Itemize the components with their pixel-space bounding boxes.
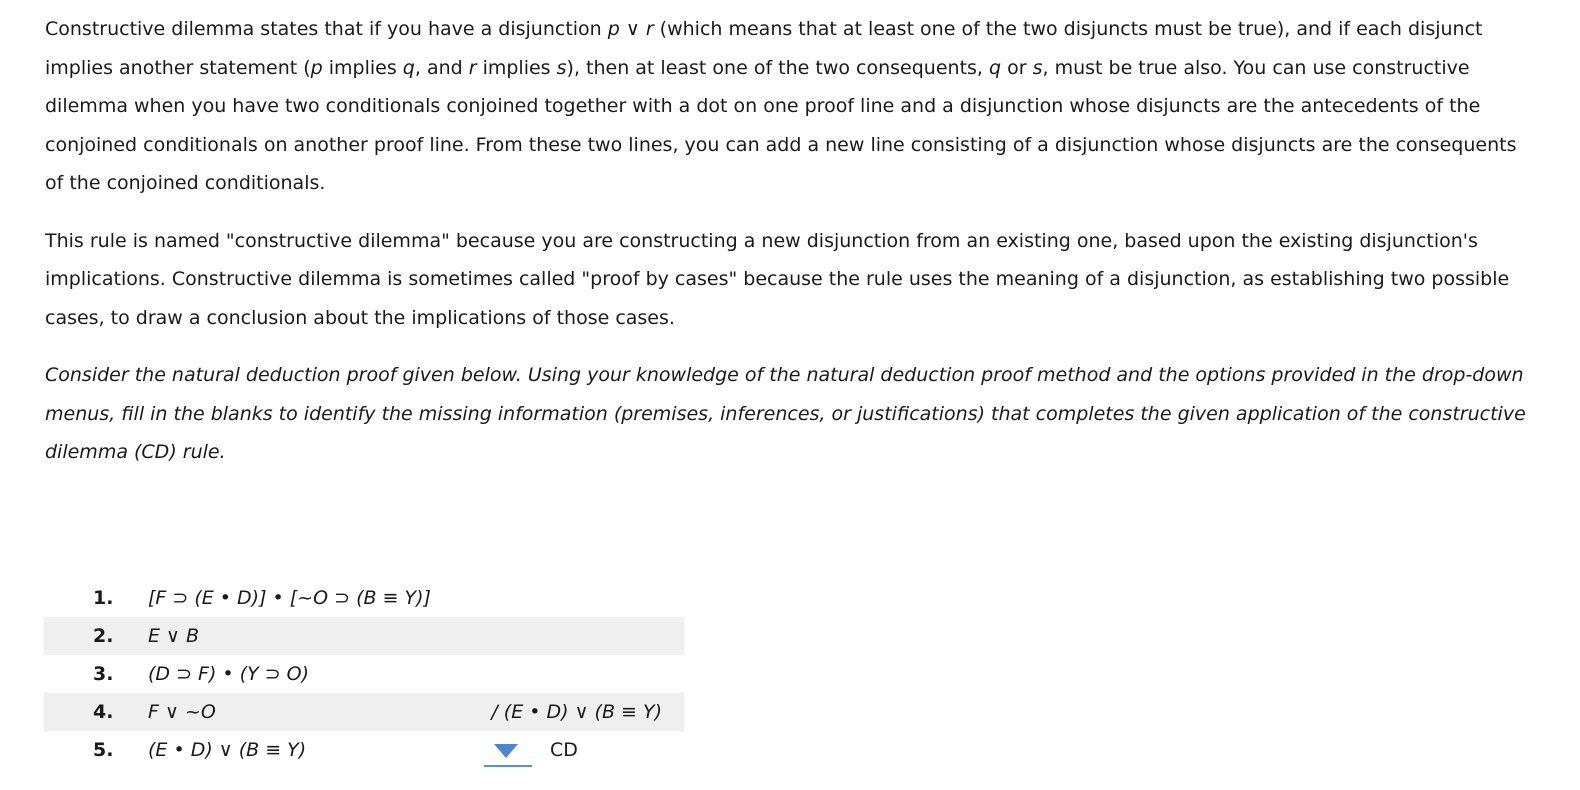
line-formula: [F ⊃ (E • D)] • [~O ⊃ (B ≡ Y)] <box>148 587 431 609</box>
line-number: 4. <box>93 701 114 723</box>
justification-dropdown[interactable] <box>484 735 532 767</box>
proof-line-3 <box>44 655 684 693</box>
line-number: 2. <box>93 625 114 647</box>
caret-down-icon <box>494 744 518 758</box>
line-formula: F ∨ ~O <box>148 701 216 723</box>
proof-line-2 <box>44 617 684 655</box>
instructions-paragraph: Consider the natural deduction proof given below. Using your knowledge of the natural deduction proof method and the options provided in the drop-down menus, fill in the blanks to identify the missing information (premises, inferences, or justifications) that completes the given application of the constructive dilemma (CD) rule. <box>45 364 1526 463</box>
line-formula: (E • D) ∨ (B ≡ Y) <box>148 739 307 761</box>
line-number: 1. <box>93 587 114 609</box>
proof-table <box>44 579 684 769</box>
proof-conclusion: / (E • D) ∨ (B ≡ Y) <box>491 701 662 723</box>
proof-line-5 <box>44 731 684 769</box>
proof-line-1 <box>44 579 684 617</box>
line-number: 5. <box>93 739 114 761</box>
line-number: 3. <box>93 663 114 685</box>
content-area <box>45 10 1535 472</box>
proof-line-4 <box>44 693 684 731</box>
intro-paragraph-1: Constructive dilemma states that if you have a disjunction p ∨ r (which means that at least one of the two disjuncts must be true), and if each disjunct implies another statement (p implies q, and r implies s), then at least one of the two consequents, q or s, must be true also. You can use constructive dilemma when you have two conditionals conjoined together with a dot on one proof line and a disjunction whose disjuncts are the antecedents of the conjoined conditionals on another proof line. From these two lines, you can add a new line consisting of a disjunction whose disjuncts are the consequents of the conjoined conditionals. <box>45 18 1517 194</box>
line-formula: E ∨ B <box>148 625 200 647</box>
intro-paragraph-2: This rule is named "constructive dilemma" because you are constructing a new disjunction from an existing one, based upon the existing disjunction's implications. Constructive dilemma is sometimes called "proof by cases" because the rule uses the meaning of a disjunction, as establishing two possible cases, to draw a conclusion about the implications of those cases. <box>45 229 1510 329</box>
line-formula: (D ⊃ F) • (Y ⊃ O) <box>148 663 310 685</box>
justification-label: CD <box>550 739 578 761</box>
